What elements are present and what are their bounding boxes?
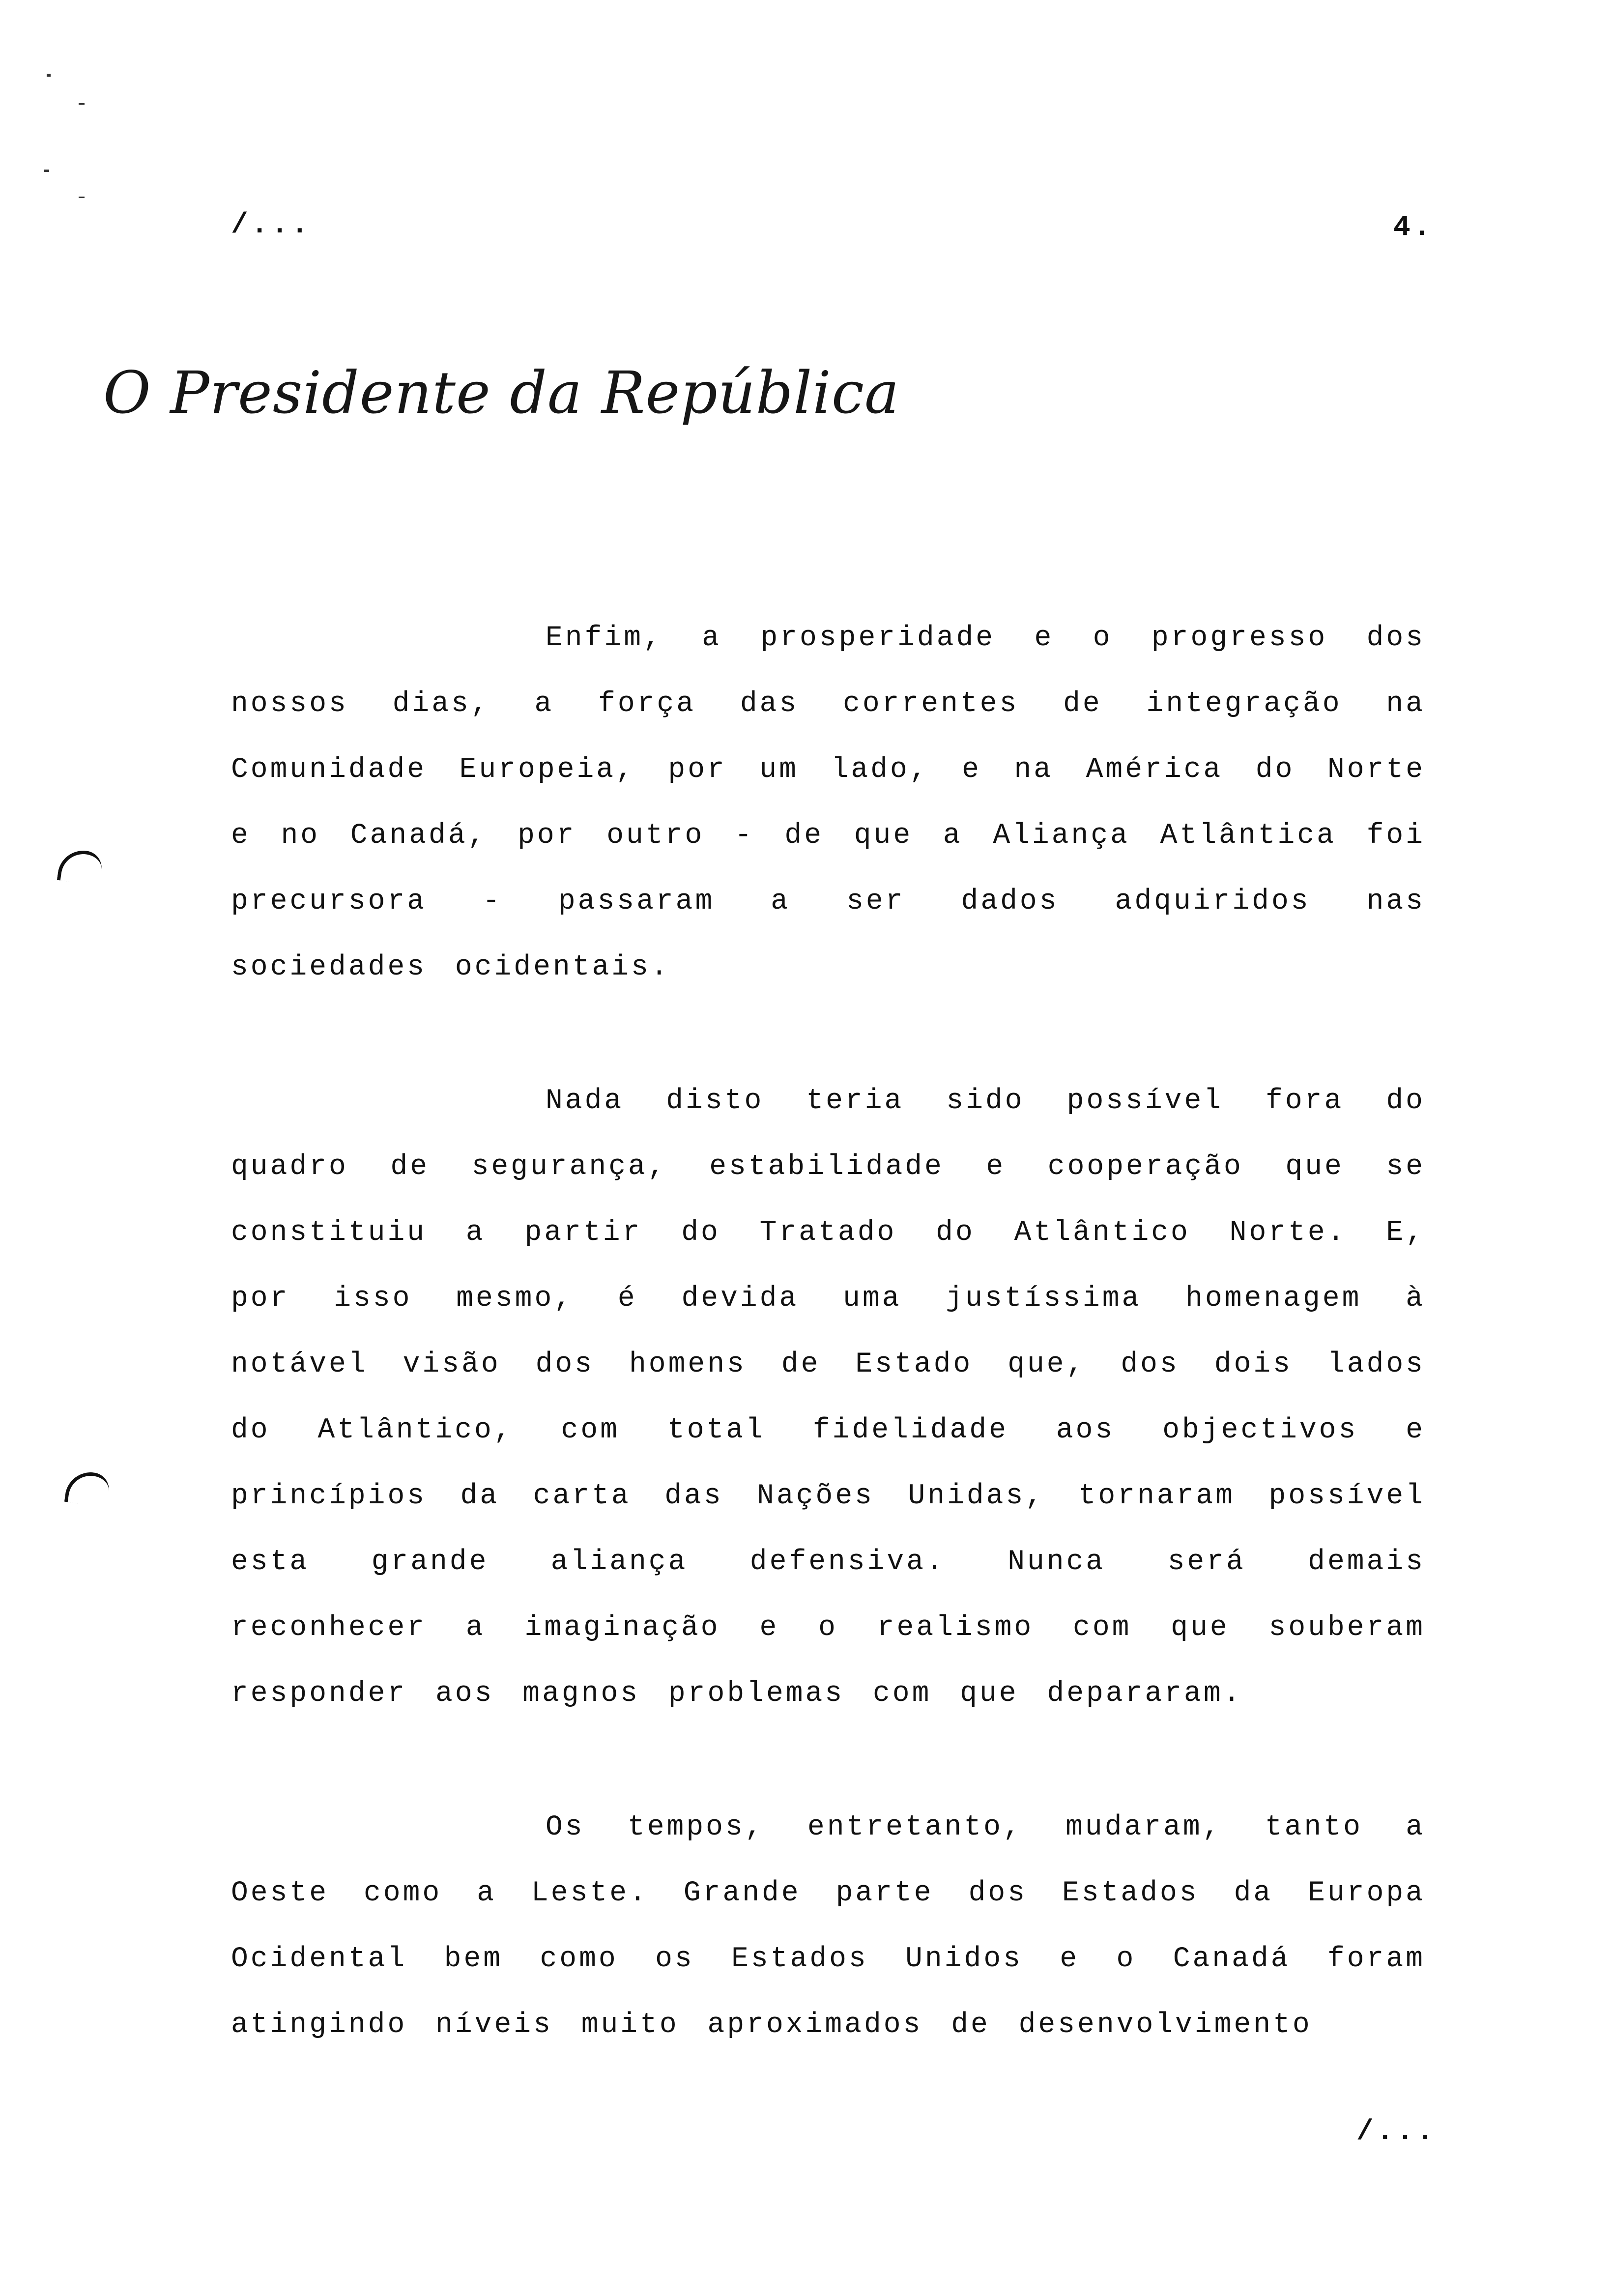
scan-binding-mark	[57, 847, 104, 886]
paragraph: Os tempos, entretanto, mudaram, tanto a Oeste como a Leste. Grande parte dos Estados da Europa Ocidental bem como os Estados Unidos e o Canadá foram atingindo níveis muito aproximados de desenvolvimento	[231, 1811, 1425, 2041]
body-text	[231, 605, 1425, 2058]
scan-speck	[44, 170, 49, 172]
letterhead-script: O Presidente da República	[103, 359, 900, 427]
continuation-mark-bottom: /...	[1356, 2116, 1437, 2148]
scan-speck	[47, 74, 51, 77]
page-number: 4.	[1393, 212, 1434, 244]
scan-speck	[79, 197, 85, 198]
continuation-mark-top: /...	[231, 209, 312, 241]
scan-binding-mark	[64, 1469, 111, 1507]
paragraph: Nada disto teria sido possível fora do quadro de segurança, estabilidade e cooperação que se constituiu a partir do Tratado do Atlântico Norte. E, por isso mesmo, é devida uma justíssima homenagem à notável visão dos homens de Estado que, dos dois lados do Atlântico, com total fidelidade aos objectivos e princípios da carta das Nações Unidas, tornaram possível esta grande aliança defensiva. Nunca será demais reconhecer a imaginação e o realismo com que souberam responder aos magnos problemas com que depararam.	[231, 1085, 1425, 1710]
paragraph: Enfim, a prosperidade e o progresso dos nossos dias, a força das correntes de integração na Comunidade Europeia, por um lado, e na América do Norte e no Canadá, por outro - de que a Aliança Atlântica foi precursora - passaram a ser dados adquiridos nas sociedades ocidentais.	[231, 622, 1425, 983]
scan-speck	[79, 103, 85, 105]
